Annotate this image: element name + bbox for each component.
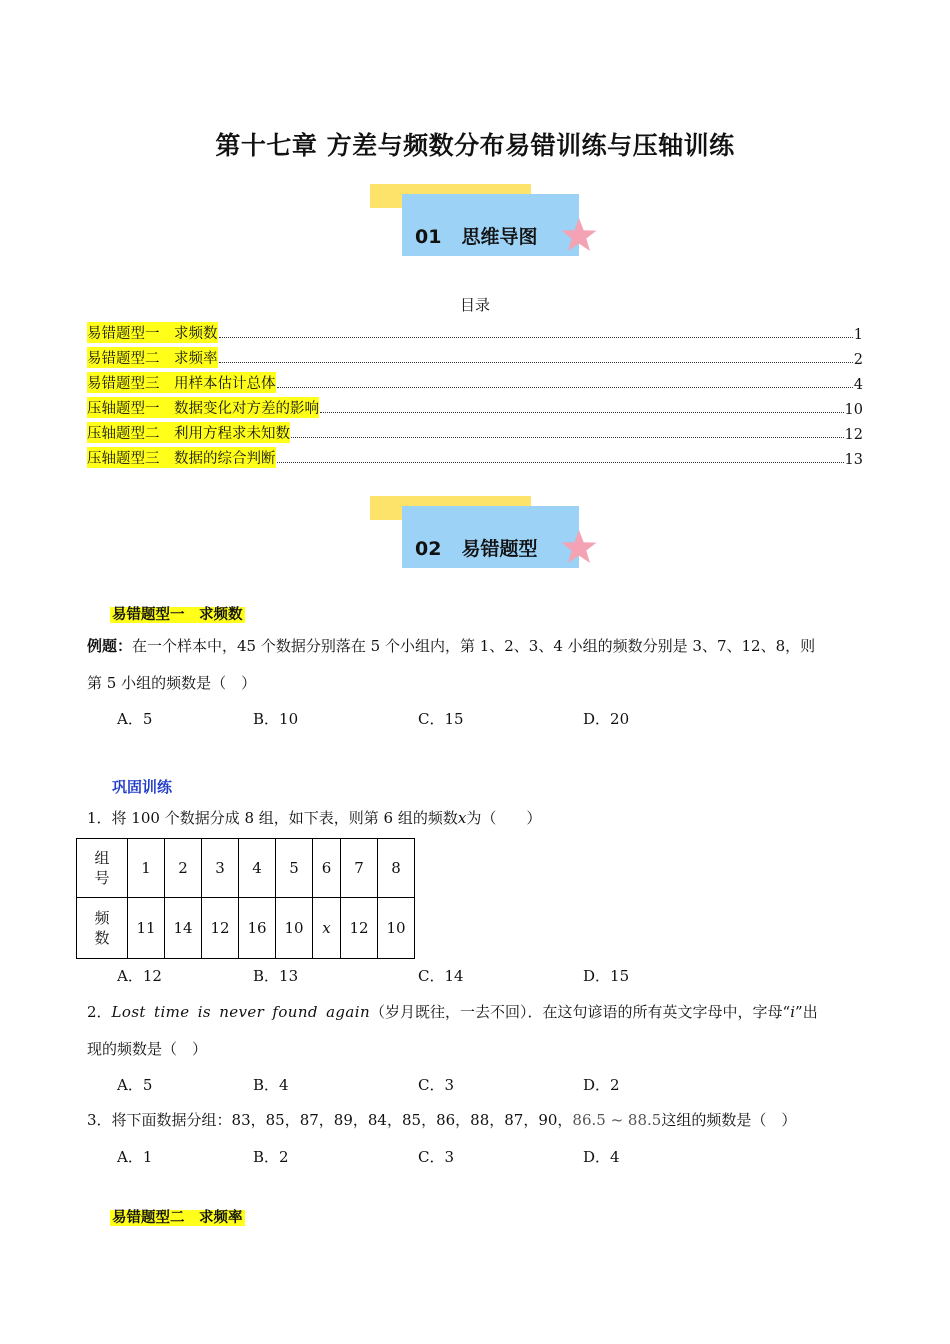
section-heading: 易错题型一 求频数	[112, 607, 243, 623]
example-label: 例题：	[87, 637, 133, 655]
option-b: B．10	[253, 710, 299, 728]
table-cell: 6	[313, 839, 341, 898]
banner-label: 易错题型	[461, 538, 538, 560]
table-row-header: 频 数	[77, 898, 128, 959]
option-c: C．14	[418, 967, 464, 985]
table-cell: 14	[165, 898, 202, 959]
page-title: 第十七章 方差与频数分布易错训练与压轴训练	[215, 131, 735, 160]
toc-title: 目录	[459, 296, 490, 314]
banner-number: 02	[415, 538, 442, 560]
toc-item[interactable]: 压轴题型三 数据的综合判断 13	[87, 443, 863, 468]
toc-item[interactable]: 易错题型二 求频率 2	[87, 343, 863, 368]
table-cell: 8	[378, 839, 415, 898]
table-cell: 3	[202, 839, 239, 898]
table-cell: 2	[165, 839, 202, 898]
section-banner-errors	[370, 496, 602, 586]
example-line: 例题：在一个样本中，45 个数据分别落在 5 个小组内，第 1、2、3、4 小组的频数分别是 3、7、12、8，则	[87, 637, 816, 655]
star-icon	[560, 529, 598, 565]
option-c: C．15	[418, 710, 464, 728]
table-cell: 7	[341, 839, 378, 898]
option-c: C．3	[418, 1148, 455, 1166]
question-1: 1．将 100 个数据分成 8 组，如下表，则第 6 组的频数x为（ ）	[87, 809, 542, 827]
option-c: C．3	[418, 1076, 455, 1094]
question-2: 2．Lost time is never found again（岁月既往，一去不回）．在这句谚语的所有英文字母中，字母“i”出	[87, 1003, 818, 1021]
toc-item[interactable]: 易错题型三 用样本估计总体 4	[87, 368, 863, 393]
practice-heading: 巩固训练	[112, 778, 173, 796]
example-line: 第 5 小组的频数是（ ）	[87, 674, 257, 692]
option-a: A．1	[117, 1148, 153, 1166]
table-row-header: 组 号	[77, 839, 128, 898]
option-b: B．4	[253, 1076, 289, 1094]
option-d: D．20	[583, 710, 630, 728]
option-b: B．2	[253, 1148, 289, 1166]
section-banner-mindmap	[370, 184, 602, 274]
table-cell: 10	[378, 898, 415, 959]
table-cell: 1	[128, 839, 165, 898]
table-of-contents	[87, 318, 863, 468]
range-expression: 86.5 ~ 88.5	[572, 1111, 662, 1129]
toc-item[interactable]: 压轴题型一 数据变化对方差的影响 10	[87, 393, 863, 418]
option-a: A．12	[117, 967, 162, 985]
table-cell: 12	[341, 898, 378, 959]
table-cell: 5	[276, 839, 313, 898]
star-icon	[560, 217, 598, 253]
toc-item[interactable]: 压轴题型二 利用方程求未知数 12	[87, 418, 863, 443]
table-cell: x	[313, 898, 341, 959]
banner-label: 思维导图	[461, 226, 538, 248]
option-a: A．5	[117, 1076, 153, 1094]
option-d: D．2	[583, 1076, 620, 1094]
option-d: D．15	[583, 967, 630, 985]
option-a: A．5	[117, 710, 153, 728]
toc-item[interactable]: 易错题型一 求频数 1	[87, 318, 863, 343]
table-cell: 16	[239, 898, 276, 959]
banner-number: 01	[415, 226, 442, 248]
table-cell: 12	[202, 898, 239, 959]
question-2-line2: 现的频数是（ ）	[87, 1040, 208, 1058]
option-b: B．13	[253, 967, 299, 985]
section-heading: 易错题型二 求频率	[112, 1210, 243, 1226]
table-cell: 11	[128, 898, 165, 959]
question-3: 3．将下面数据分组：83，85，87，89，84，85，86，88，87，90，86.5 ~ 88.5这组的频数是（ ）	[87, 1111, 797, 1129]
option-d: D．4	[583, 1148, 620, 1166]
table-cell: 10	[276, 898, 313, 959]
table-cell: 4	[239, 839, 276, 898]
frequency-table	[76, 838, 415, 959]
